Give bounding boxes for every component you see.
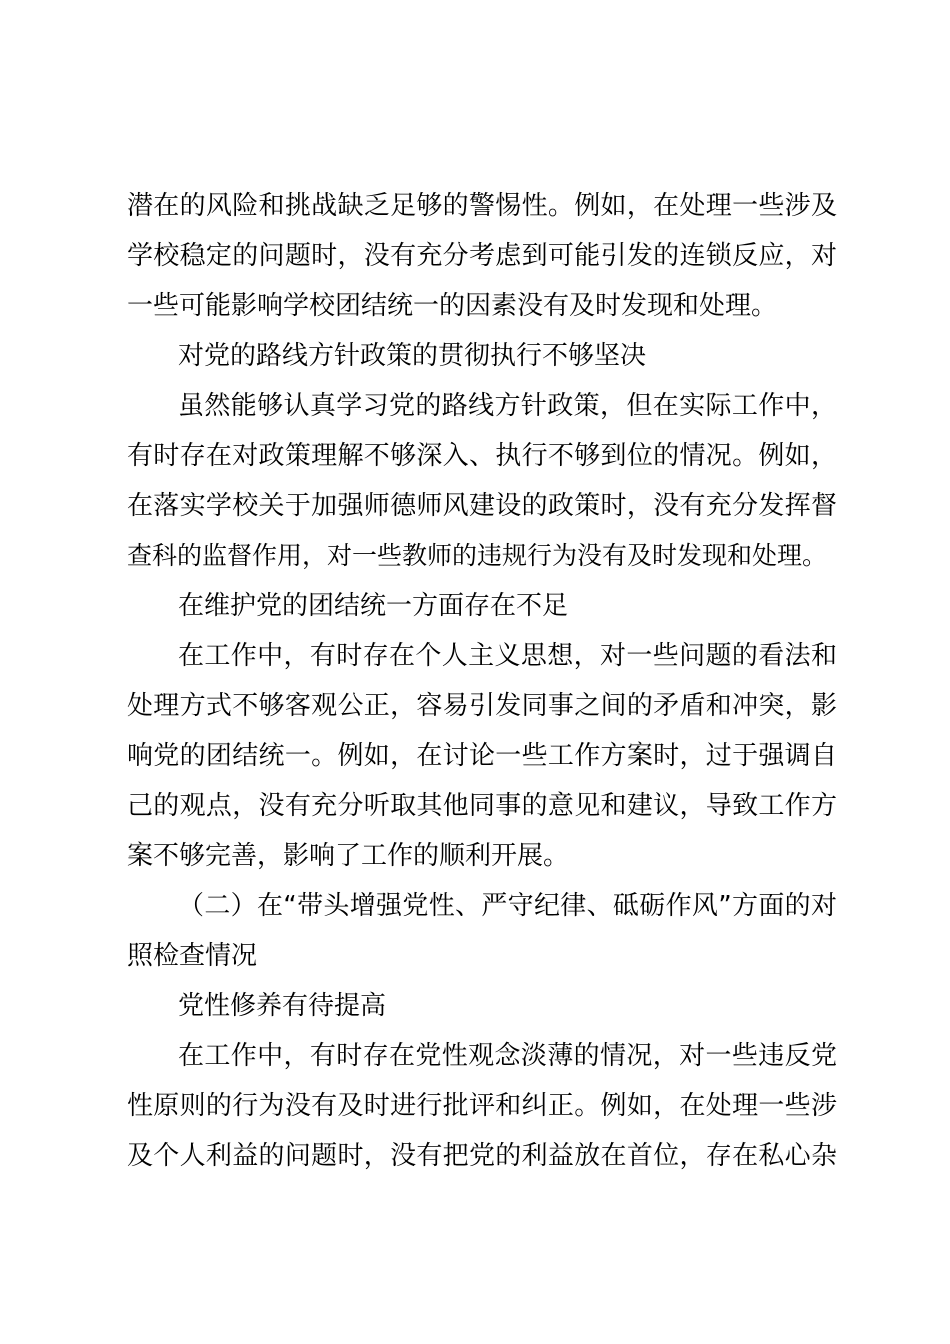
- paragraph-first-line: 在工作中，有时存在个人主义思想，对一些问题的看法和: [178, 641, 837, 671]
- paragraph-first-line: 虽然能够认真学习党的路线方针政策，但在实际工作中，: [178, 391, 837, 421]
- text-line: 查科的监督作用，对一些教师的违规行为没有及时发现和处理。: [127, 541, 828, 570]
- text-line: 处理方式不够客观公正，容易引发同事之间的矛盾和冲突，影: [127, 691, 837, 721]
- section-heading: 在维护党的团结统一方面存在不足: [178, 591, 569, 621]
- section-heading: 对党的路线方针政策的贯彻执行不够坚决: [178, 341, 647, 371]
- text-line: 性原则的行为没有及时进行批评和纠正。例如，在处理一些涉: [127, 1091, 837, 1121]
- paragraph-first-line: 在工作中，有时存在党性观念淡薄的情况，对一些违反党: [178, 1041, 837, 1071]
- text-line: 己的观点，没有充分听取其他同事的意见和建议，导致工作方: [127, 791, 837, 821]
- text-line: 案不够完善，影响了工作的顺利开展。: [127, 841, 570, 871]
- text-line: 一些可能影响学校团结统一的因素没有及时发现和处理。: [127, 291, 778, 321]
- text-line: 有时存在对政策理解不够深入、执行不够到位的情况。例如，: [127, 441, 837, 471]
- text-line: 响党的团结统一。例如，在讨论一些工作方案时，过于强调自: [127, 741, 837, 771]
- section-heading: 党性修养有待提高: [178, 991, 387, 1021]
- text-line: 潜在的风险和挑战缺乏足够的警惕性。例如，在处理一些涉及: [127, 191, 837, 221]
- section-title: （二）在“带头增强党性、严守纪律、砥砺作风”方面的对: [178, 891, 837, 921]
- text-line: 及个人利益的问题时，没有把党的利益放在首位，存在私心杂: [127, 1141, 837, 1171]
- text-line: 在落实学校关于加强师德师风建设的政策时，没有充分发挥督: [127, 491, 837, 521]
- section-title-continued: 照检查情况: [127, 941, 258, 971]
- text-line: 学校稳定的问题时，没有充分考虑到可能引发的连锁反应，对: [127, 241, 837, 271]
